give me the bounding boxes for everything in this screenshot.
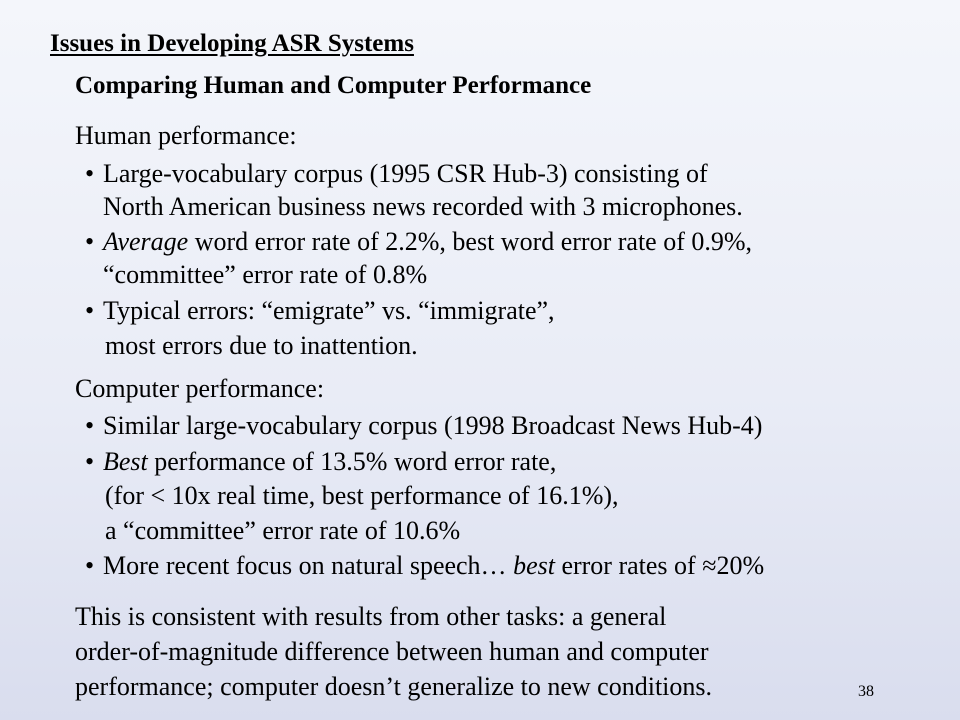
- computer-bullet-1-text: Similar large-vocabulary corpus (1998 Broadcast News Hub-4): [103, 411, 763, 440]
- computer-bullet-2-text: performance of 13.5% word error rate,: [147, 447, 557, 476]
- conclusion-line-1: This is consistent with results from other tasks: a general: [75, 602, 667, 631]
- computer-bullet-2-line-3: a “committee” error rate of 10.6%: [105, 516, 461, 545]
- computer-bullet-3-text: More recent focus on natural speech…: [103, 551, 514, 580]
- computer-performance-heading: Computer performance:: [75, 374, 325, 403]
- computer-bullet-3-tail: error rates of ≈20%: [554, 551, 765, 580]
- conclusion-line-3: performance; computer doesn’t generalize to new conditions.: [75, 672, 713, 701]
- human-bullet-2-text: word error rate of 2.2%, best word error rate of 0.9%,: [188, 227, 753, 256]
- conclusion-line-2: order-of-magnitude difference between human and computer: [75, 637, 709, 666]
- slide-number: 38: [858, 683, 874, 700]
- slide-subtitle: Comparing Human and Computer Performance: [75, 72, 592, 99]
- human-bullet-3-line-1: Typical errors: “emigrate” vs. “immigrate”,: [103, 296, 555, 325]
- human-bullet-3: [85, 295, 555, 327]
- human-bullet-2-emphasis: Average: [103, 227, 189, 256]
- human-bullet-2: [85, 226, 752, 258]
- computer-bullet-2: [85, 446, 556, 478]
- human-bullet-1-line-2: North American business news recorded with 3 microphones.: [103, 192, 743, 221]
- human-bullet-3-line-2: most errors due to inattention.: [105, 331, 418, 360]
- computer-bullet-3-emphasis: best: [513, 551, 555, 580]
- human-bullet-2-line-2: “committee” error rate of 0.8%: [103, 260, 428, 289]
- computer-bullet-1: [85, 410, 762, 442]
- human-performance-heading: Human performance:: [75, 121, 297, 150]
- slide-title: Issues in Developing ASR Systems: [50, 30, 414, 57]
- computer-bullet-2-emphasis: Best: [103, 447, 148, 476]
- computer-bullet-3: [85, 550, 764, 582]
- human-bullet-1-line-1: Large-vocabulary corpus (1995 CSR Hub-3) consisting of: [103, 159, 708, 188]
- human-bullet-1: [85, 158, 708, 190]
- computer-bullet-2-line-2: (for < 10x real time, best performance of 16.1%),: [105, 481, 619, 510]
